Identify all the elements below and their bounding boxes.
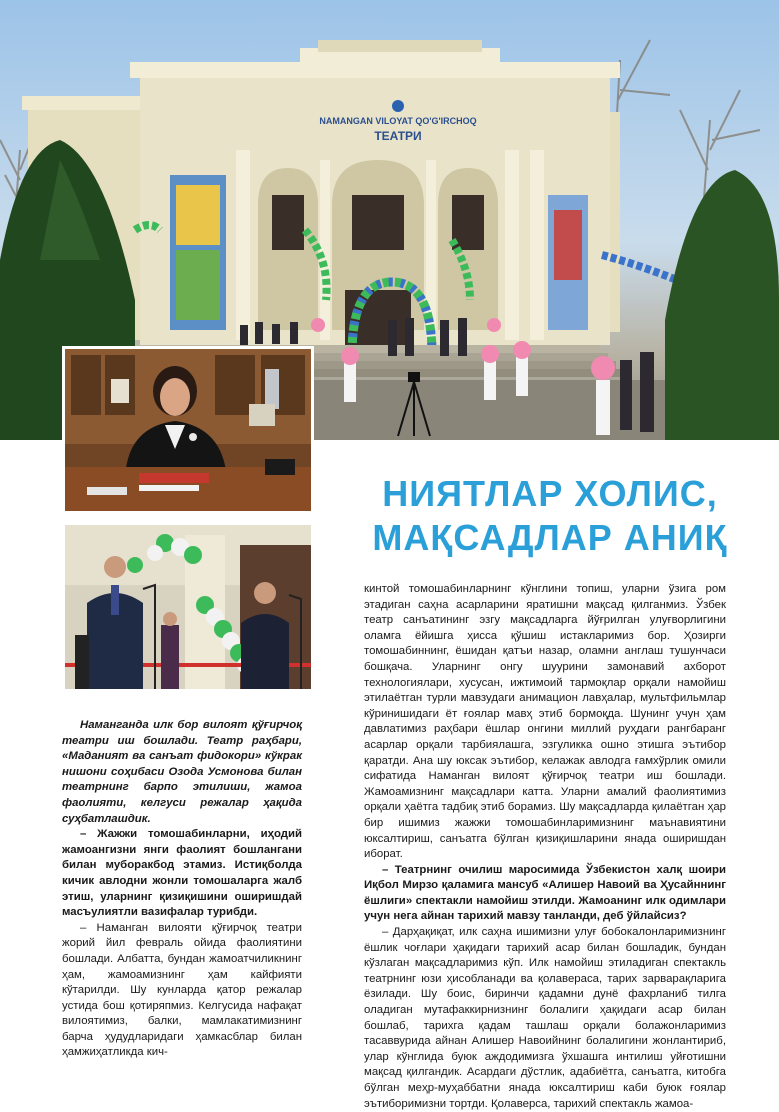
text-column-left bbox=[62, 718, 302, 1061]
article-title bbox=[330, 472, 770, 560]
speaker-right-suit bbox=[241, 614, 289, 689]
answer-2: – Дарҳақиқат, илк саҳна ишимизни улуғ бобокалонларимизнинг ёшлик чоғлари ҳақидаги тарихий асар билан бошладик, бундан кўзлаган мақсадларимиз кўп. Илк намойиш этиладиган спектакль театрнинг юзи ҳисобланади ва қолавераса, тарих зарварақларига ёзилади. Шу боис, биринчи қадамни дунё фахрланиб тилга оладиган мутафаккирнизнинг болалиги ҳақидаги асар билан бошлаб, тарихга қадам ташлаш орқали болажонларимиз тасаввурида айнан Алишер Навоийнинг болалигини жонлантириб, улар кўнглида буюк аждодимизга ўхшашга интилиш уйғотишни мақсад қилгандик. Асардаги дўстлик, адабиётга, санъатга, китобга бўлган меҳр-муҳаббатни янада юксалтириш каби буюк ғоялар эътиборимизни тортди. Қолаверса, тарихий спектакль жамоа- bbox=[364, 926, 726, 1110]
title-line-2: МАҚСАДЛАР АНИҚ bbox=[372, 517, 728, 558]
question-2: – Театрнинг очилиш маросимида Ўзбекистон халқ шоири Иқбол Мирзо қаламига мансуб «Алишер Навоий ва Ҳусайннинг ёшлиги» спектакли намойиш этилди. Жамоанинг илк одимлари учун нега айнан тарихий мавзу танланди, деб ўйлайсиз? bbox=[364, 863, 726, 923]
answer-1-part-1: – Наманган вилояти қўғирчоқ театри жорий йил февраль ойида фаолиятини бошлади. Албатта, бундан жамоатчиликнинг ҳам, жамоамизнинг ҳам кайфияти кўтарилди. Шу кунларда қатор режалар устида бош қотиряпмиз. Келгусида нафақат вилоятимиз, балки, мамлакатимизнинг барча ҳудудларидаги ҳамкасблар билан ҳамжиҳатликда кич- bbox=[62, 921, 302, 1059]
sign-line2: ТЕАТРИ bbox=[374, 129, 422, 143]
photo-opening-ceremony bbox=[62, 522, 314, 692]
speaker-left-head bbox=[104, 556, 126, 578]
speaker-right-head bbox=[254, 582, 276, 604]
question-1: – Жажжи томошабинларни, иҳодий жамоангизни янги фаолият бошлангани билан муборакбод этамиз. Истиқболда кичик авлодни жонли томошаларга жалб этиш, уларнинг қизиқишини оширишдай масъулиятли вазифалар турибди. bbox=[62, 828, 302, 919]
title-line-1: НИЯТЛАР ХОЛИС, bbox=[382, 473, 718, 514]
person-face bbox=[160, 378, 190, 416]
evergreen-tree-right bbox=[665, 170, 779, 440]
photo-director-office bbox=[62, 346, 314, 514]
text-column-right bbox=[364, 582, 726, 1112]
sign-line1: NAMANGAN VILOYAT QO'G'IRCHOQ bbox=[319, 116, 477, 126]
answer-1-part-2: кинтой томошабинларнинг кўнглини топиш, уларни ўзига ром этадиган саҳна асарларини яратишни мақсад қилганмиз. Ўзбек театр санъатининг эзгу мақсадларга йўғрилган улуғворлигини оламга ёйишга ҳисса қўшиш истакларимиз бор. Ҳозирги томошабиннинг, ёшидан қатъи назар, оламни англаш тушунчаси бошқача. Уларнинг онгу шуурини замонавий ахборот технологиялари, хусусан, ижтимоий тармоқлар орқали намойиш этилаётган турли мавзудаги анимацион лавҳалар, мультфильмлар кўринишидаги ёт ғоялар мавҳ этиб бормоқда. Шунинг учун ҳам давлатимиз раҳбари ёшлар онгини миллий руҳдаги рангбаранг асарлар орқали тарбиялашга, эзгуликка ошно этишга эътибор қаратди. Ана шу юксак эътибор, келажак авлодга ғамхўрлик омили сифатида Наманган вилоят қўғирчоқ театри иш бошлади. Жамоамизнинг мақсадлари катта. Уларни амалий фаолиятимиз орқали ҳаётга тадбиқ этиб борамиз. Шу мақсадларда қилаётган ҳар бир ишимиз жажжи томошабинларимизнинг маънавиятини юксалтириш, санъатга бўлган қизиқишларини янада оширишдан иборат. bbox=[364, 583, 726, 861]
article-lead: Наманганда илк бор вилоят қўғирчоқ театри иш бошлади. Театр раҳбари, «Маданият ва санъат фидокори» кўкрак нишони соҳибаси Озода Усмонова билан театрнинг барпо этилиши, жамоа фаолияти, келгуси режалар ҳақида суҳбатлашдик. bbox=[62, 719, 302, 825]
